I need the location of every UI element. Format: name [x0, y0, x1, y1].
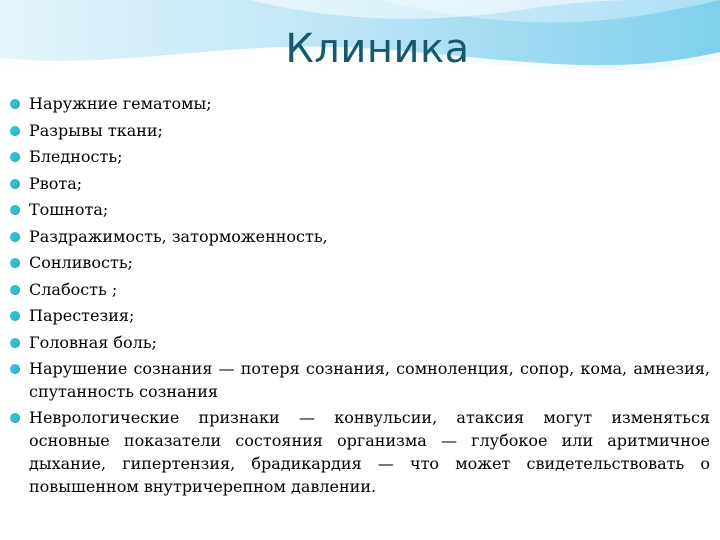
- list-item: [10, 304, 710, 327]
- circle-bullet-icon: [10, 338, 20, 348]
- list-item: [10, 278, 710, 301]
- slide-title: Клиника: [285, 26, 470, 72]
- circle-bullet-icon: [10, 99, 20, 109]
- list-item: [10, 119, 710, 142]
- list-item-text: Разрывы ткани;: [29, 120, 163, 140]
- list-item-text: Рвота;: [29, 173, 83, 193]
- list-item-text: Наружние гематомы;: [29, 94, 212, 113]
- circle-bullet-icon: [10, 232, 20, 242]
- list-item: [10, 198, 710, 221]
- list-item-text: Сонливость;: [29, 253, 133, 272]
- list-item-text: Тошнота;: [29, 200, 109, 219]
- list-item-text: Нарушение сознания — потеря сознания, сомноленция, сопор, кома, амнезия, спутанность сознания: [29, 359, 710, 401]
- list-item-text: Парестезия;: [29, 306, 135, 325]
- list-item: [10, 172, 710, 195]
- list-item: [10, 406, 710, 498]
- list-item: [10, 225, 710, 248]
- circle-bullet-icon: [10, 285, 20, 295]
- list-item: [10, 331, 710, 354]
- list-item-text: Бледность;: [29, 147, 123, 166]
- circle-bullet-icon: [10, 179, 20, 189]
- list-item: [10, 251, 710, 274]
- circle-bullet-icon: [10, 364, 20, 374]
- list-item-text: Слабость ;: [29, 279, 118, 299]
- circle-bullet-icon: [10, 311, 20, 321]
- circle-bullet-icon: [10, 258, 20, 268]
- list-item: [10, 357, 710, 403]
- circle-bullet-icon: [10, 205, 20, 215]
- circle-bullet-icon: [10, 413, 20, 423]
- circle-bullet-icon: [10, 152, 20, 162]
- list-item-text: Раздражимость, заторможенность,: [29, 226, 328, 246]
- list-item-text: Неврологические признаки — конвульсии, атаксия могут изменяться основные показатели состояния организма — глубокое или аритмичное дыхание, гипертензия, брадикардия — что может свидетельствовать о повышенном внутричерепном давлении.: [29, 408, 710, 496]
- bullet-list: [10, 92, 710, 498]
- circle-bullet-icon: [10, 126, 20, 136]
- list-item: [10, 92, 710, 115]
- list-item-text: Головная боль;: [29, 332, 157, 352]
- list-item: [10, 145, 710, 168]
